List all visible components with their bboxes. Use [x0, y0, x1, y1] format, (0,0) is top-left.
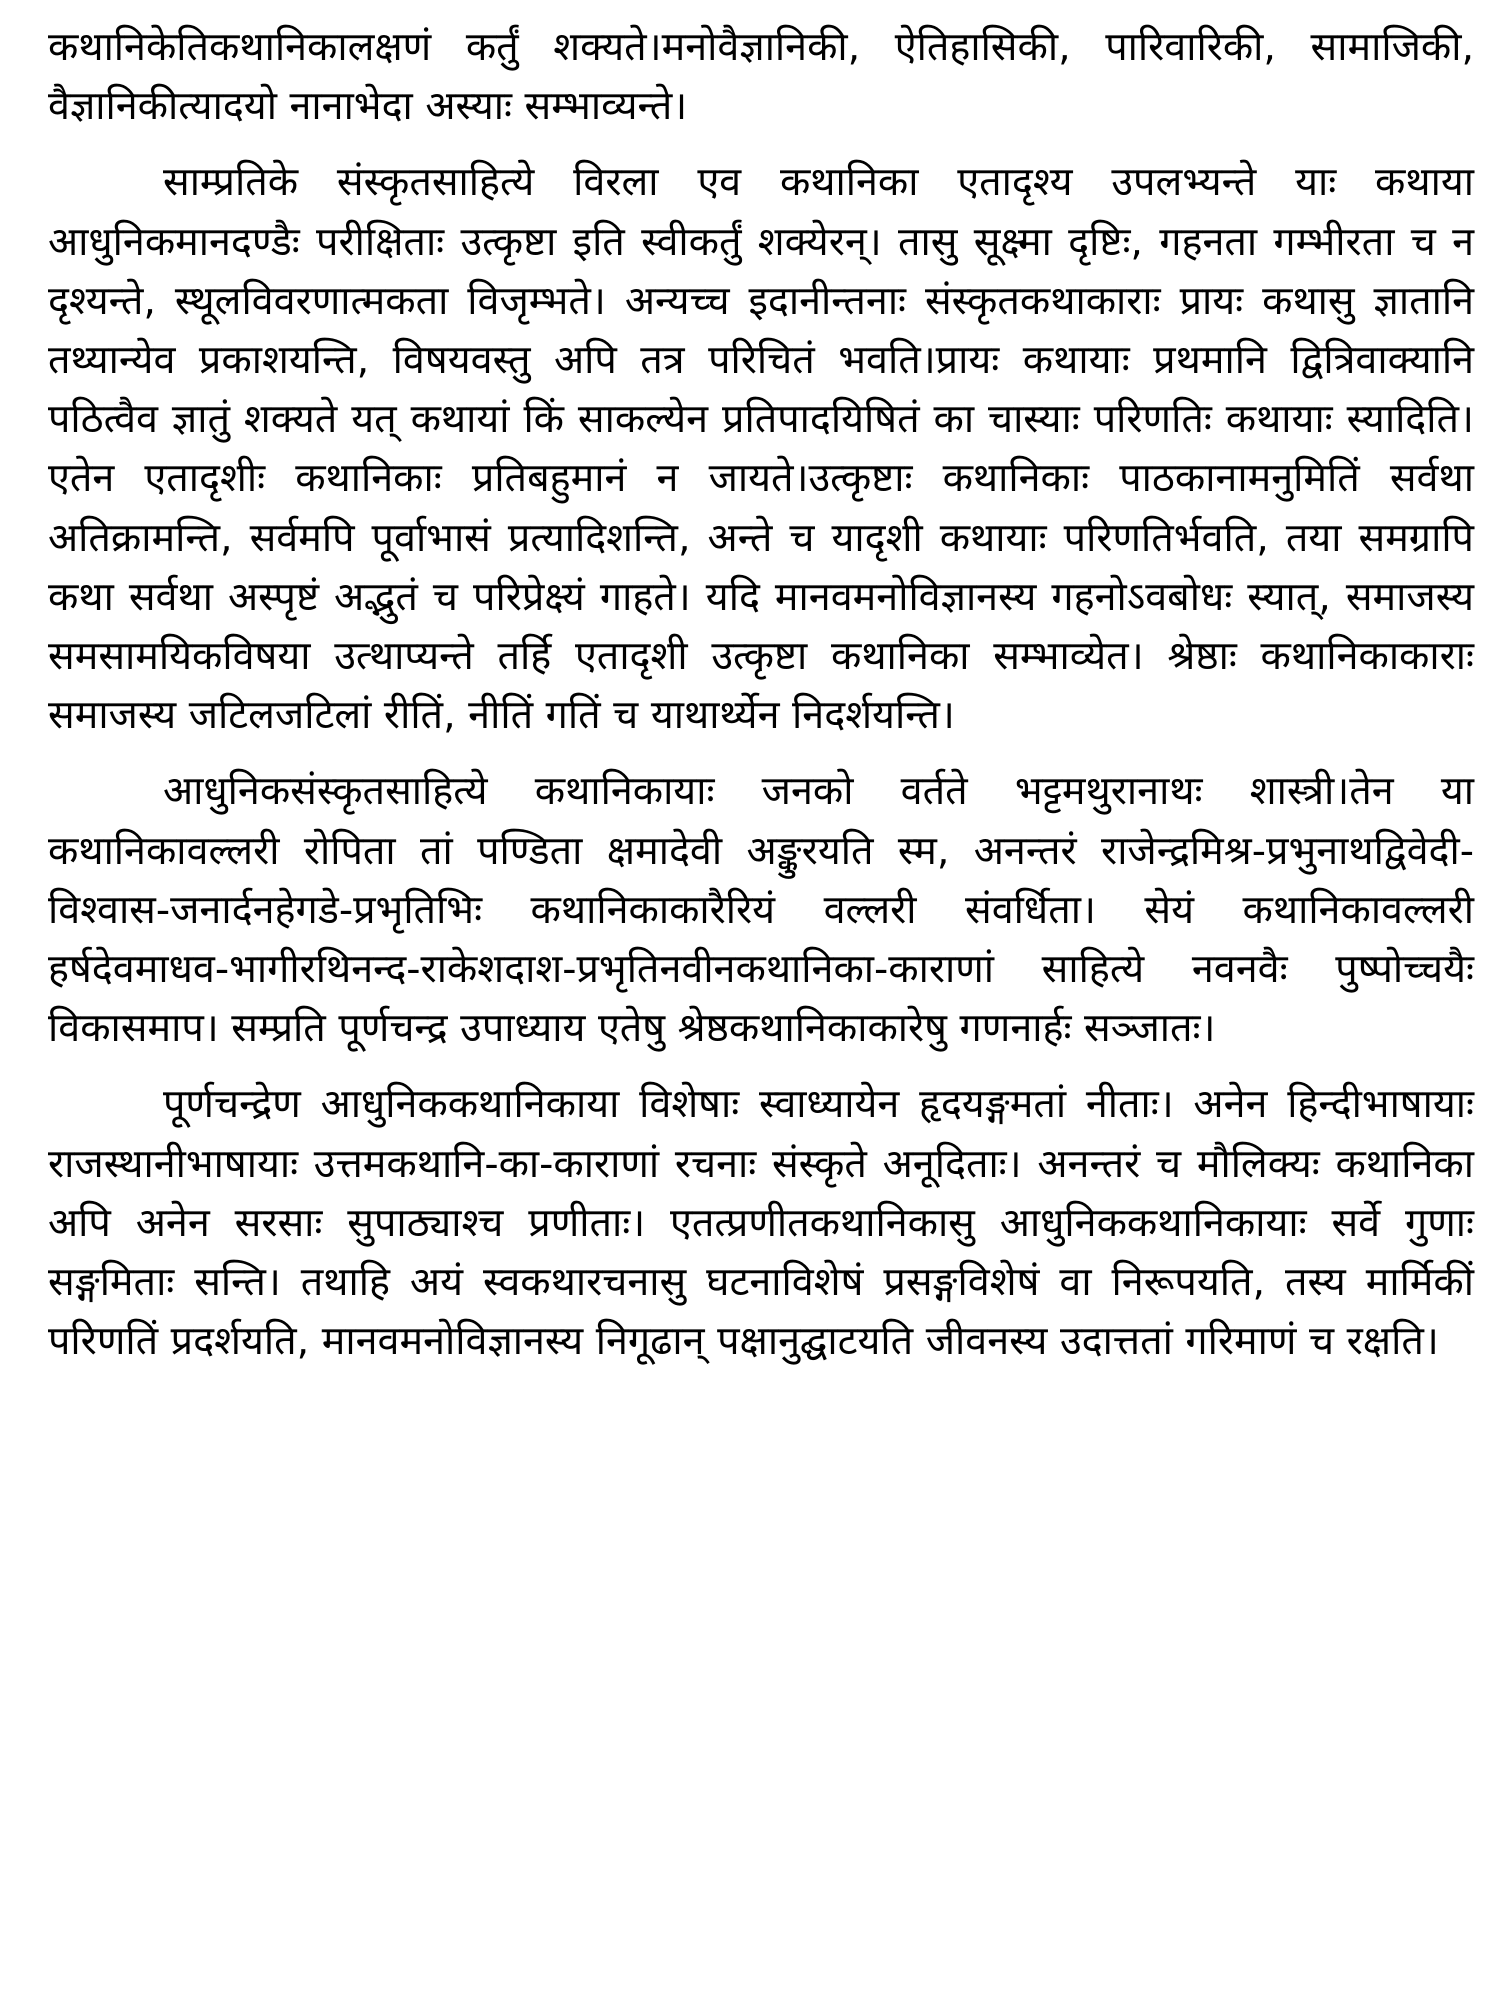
paragraph: साम्प्रतिके संस्कृतसाहित्ये विरला एव कथानिका एतादृश्य उपलभ्यन्ते याः कथाया आधुनिकमानदण्डैः परीक्षिताः उत्कृष्टा इति स्वीकर्तुं शक्येरन्। तासु सूक्ष्मा दृष्टिः, गहनता गम्भीरता च न दृश्यन्ते, स्थूलविवरणात्मकता विजृम्भते। अन्यच्च इदानीन्तनाः संस्कृतकथाकाराः प्रायः कथासु ज्ञातानि तथ्यान्येव प्रकाशयन्ति, विषयवस्तु अपि तत्र परिचितं भवति।प्रायः कथायाः प्रथमानि द्वित्रिवाक्यानि पठित्वैव ज्ञातुं शक्यते यत् कथायां किं साकल्येन प्रतिपादयिषितं का चास्याः परिणतिः कथायाः स्यादिति। एतेन एतादृशीः कथानिकाः प्रतिबहुमानं न जायते।उत्कृष्टाः कथानिकाः पाठकानामनुमितिं सर्वथा अतिक्रामन्ति, सर्वमपि पूर्वाभासं प्रत्यादिशन्ति, अन्ते च यादृशी कथायाः परिणतिर्भवति, तया समग्रापि कथा सर्वथा अस्पृष्टं अद्भुतं च परिप्रेक्ष्यं गाहते। यदि मानवमनोविज्ञानस्य गहनोऽवबोधः स्यात्, समाजस्य समसामयिकविषया उत्थाप्यन्ते तर्हि एतादृशी उत्कृष्टा कथानिका सम्भाव्येत। श्रेष्ठाः कथानिकाकाराः समाजस्य जटिलजटिलां रीतिं, नीतिं गतिं च याथार्थ्येन निदर्शयन्ति।	[48, 159, 1474, 739]
document-page	[48, 18, 1474, 1388]
paragraph: आधुनिकसंस्कृतसाहित्ये कथानिकायाः जनको वर्तते भट्टमथुरानाथः शास्त्री।तेन या कथानिकावल्लरी रोपिता तां पण्डिता क्षमादेवी अङ्कुरयति स्म, अनन्तरं राजेन्द्रमिश्र-प्रभुनाथद्विवेदी-विश्वास-जनार्दनहेगडे-प्रभृतिभिः कथानिकाकारैरियं वल्लरी संवर्धिता। सेयं कथानिकावल्लरी हर्षदेवमाधव-भागीरथिनन्द-राकेशदाश-प्रभृतिनवीनकथानिका-काराणां साहित्ये नवनवैः पुष्पोच्चयैः विकासमाप। सम्प्रति पूर्णचन्द्र उपाध्याय एतेषु श्रेष्ठकथानिकाकारेषु गणनार्हः सञ्जातः।	[48, 768, 1474, 1052]
paragraph: पूर्णचन्द्रेण आधुनिककथानिकाया विशेषाः स्वाध्यायेन हृदयङ्गमतां नीताः। अनेन हिन्दीभाषायाः राजस्थानीभाषायाः उत्तमकथानि-का-काराणां रचनाः संस्कृते अनूदिताः। अनन्तरं च मौलिक्यः कथानिका अपि अनेन सरसाः सुपाठ्याश्च प्रणीताः। एतत्प्रणीतकथानिकासु आधुनिककथानिकायाः सर्वे गुणाः सङ्गमिताः सन्ति। तथाहि अयं स्वकथारचनासु घटनाविशेषं प्रसङ्गविशेषं वा निरूपयति, तस्य मार्मिकीं परिणतिं प्रदर्शयति, मानवमनोविज्ञानस्य निगूढान् पक्षानुद्घाटयति जीवनस्य उदात्ततां गरिमाणं च रक्षति।	[48, 1081, 1474, 1365]
paragraph: कथानिकेतिकथानिकालक्षणं कर्तुं शक्यते।मनोवैज्ञानिकी, ऐतिहासिकी, पारिवारिकी, सामाजिकी, वैज्ञानिकीत्यादयो नानाभेदा अस्याः सम्भाव्यन्ते।	[48, 24, 1474, 130]
